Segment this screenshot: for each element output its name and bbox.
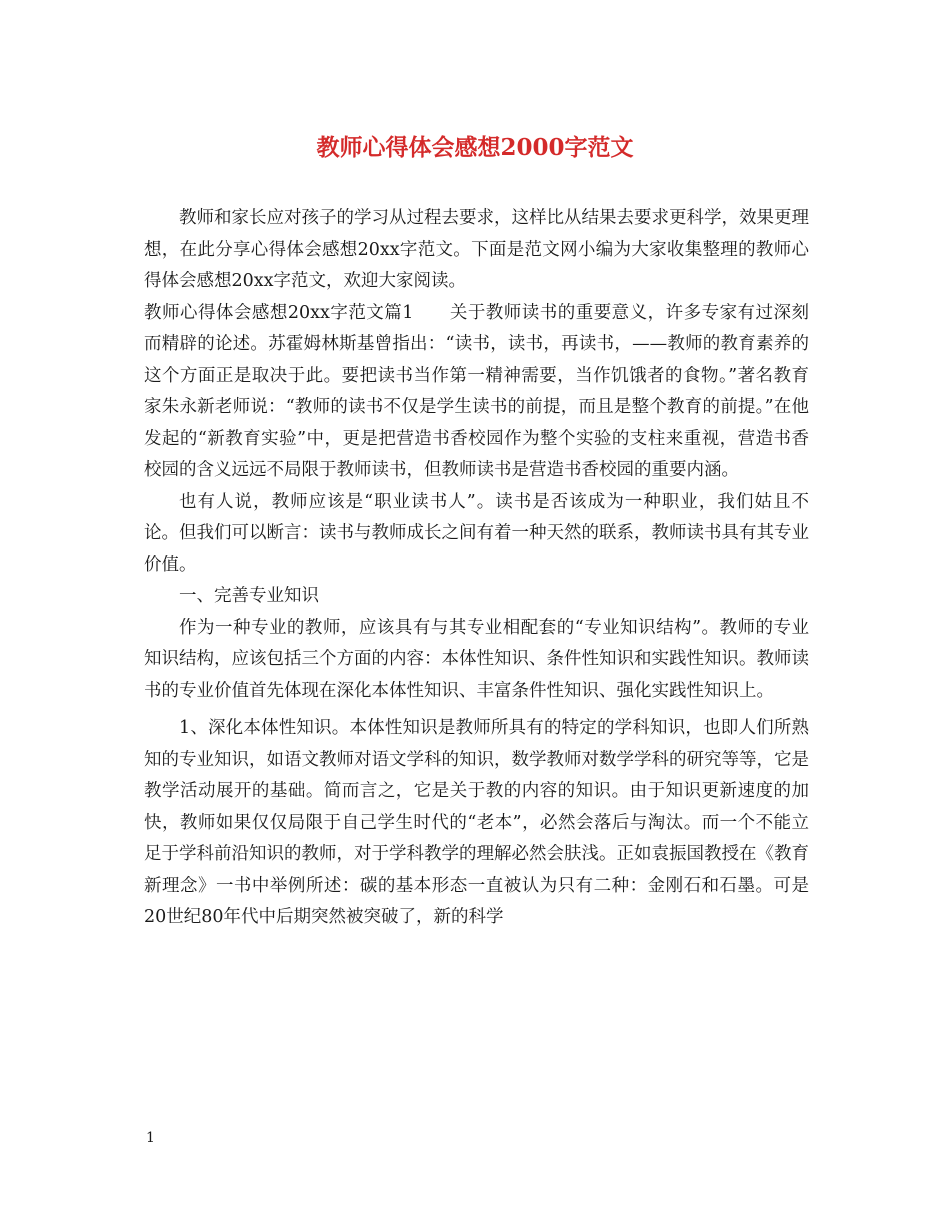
paragraph-ontological-knowledge: 1、深化本体性知识。本体性知识是教师所具有的特定的学科知识，也即人们所熟知的专业知识，如语文教师对语文学科的知识，数学教师对数学学科的研究等等，它是教学活动展开的基础。简而言之，它是关于教的内容的知识。由于知识更新速度的加快，教师如果仅仅局限于自己学生时代的“老本”，必然会落后与淘汰。而一个不能立足于学科前沿知识的教师，对于学科教学的理解必然会肤浅。正如袁振国教授在《教育新理念》一书中举例所述：碳的基本形态一直被认为只有二种：金刚石和石墨。可是20世纪80年代中后期突然被突破了，新的科学 — [144, 718, 809, 927]
document-title: 教师心得体会感想2000字范文 — [316, 134, 634, 161]
section-heading-1: 一、完善专业知识 — [179, 586, 319, 606]
document-body — [144, 203, 809, 934]
paragraph-intro: 教师和家长应对孩子的学习从过程去要求，这样比从结果去要求更科学，效果更理想，在此分享心得体会感想20xx字范文。下面是范文网小编为大家收集整理的教师心得体会感想20xx字范文，欢迎大家阅读。 — [144, 208, 809, 291]
paragraph-professional-reader: 也有人说，教师应该是“职业读书人”。读书是否该成为一种职业，我们姑且不论。但我们可以断言：读书与教师成长之间有着一种天然的联系，教师读书具有其专业价值。 — [144, 491, 809, 575]
paragraph-article-1: 教师心得体会感想20xx字范文篇1 关于教师读书的重要意义，许多专家有过深刻而精辟的论述。苏霍姆林斯基曾指出：“读书，读书，再读书，——教师的教育素养的这个方面正是取决于此。要把读书当作第一精神需要，当作饥饿者的食物。”著名教育家朱永新老师说：“教师的读书不仅是学生读书的前提，而且是整个教育的前提。”在他发起的“新教育实验”中，更是把营造书香校园作为整个实验的支柱来重视，营造书香校园的含义远远不局限于教师读书，但教师读书是营造书香校园的重要内涵。 — [144, 302, 809, 480]
paragraph-knowledge-structure: 作为一种专业的教师，应该具有与其专业相配套的“专业知识结构”。教师的专业知识结构，应该包括三个方面的内容：本体性知识、条件性知识和实践性知识。教师读书的专业价值首先体现在深化本体性知识、丰富条件性知识、强化实践性知识上。 — [144, 617, 809, 701]
page-number: 1 — [146, 1130, 155, 1146]
